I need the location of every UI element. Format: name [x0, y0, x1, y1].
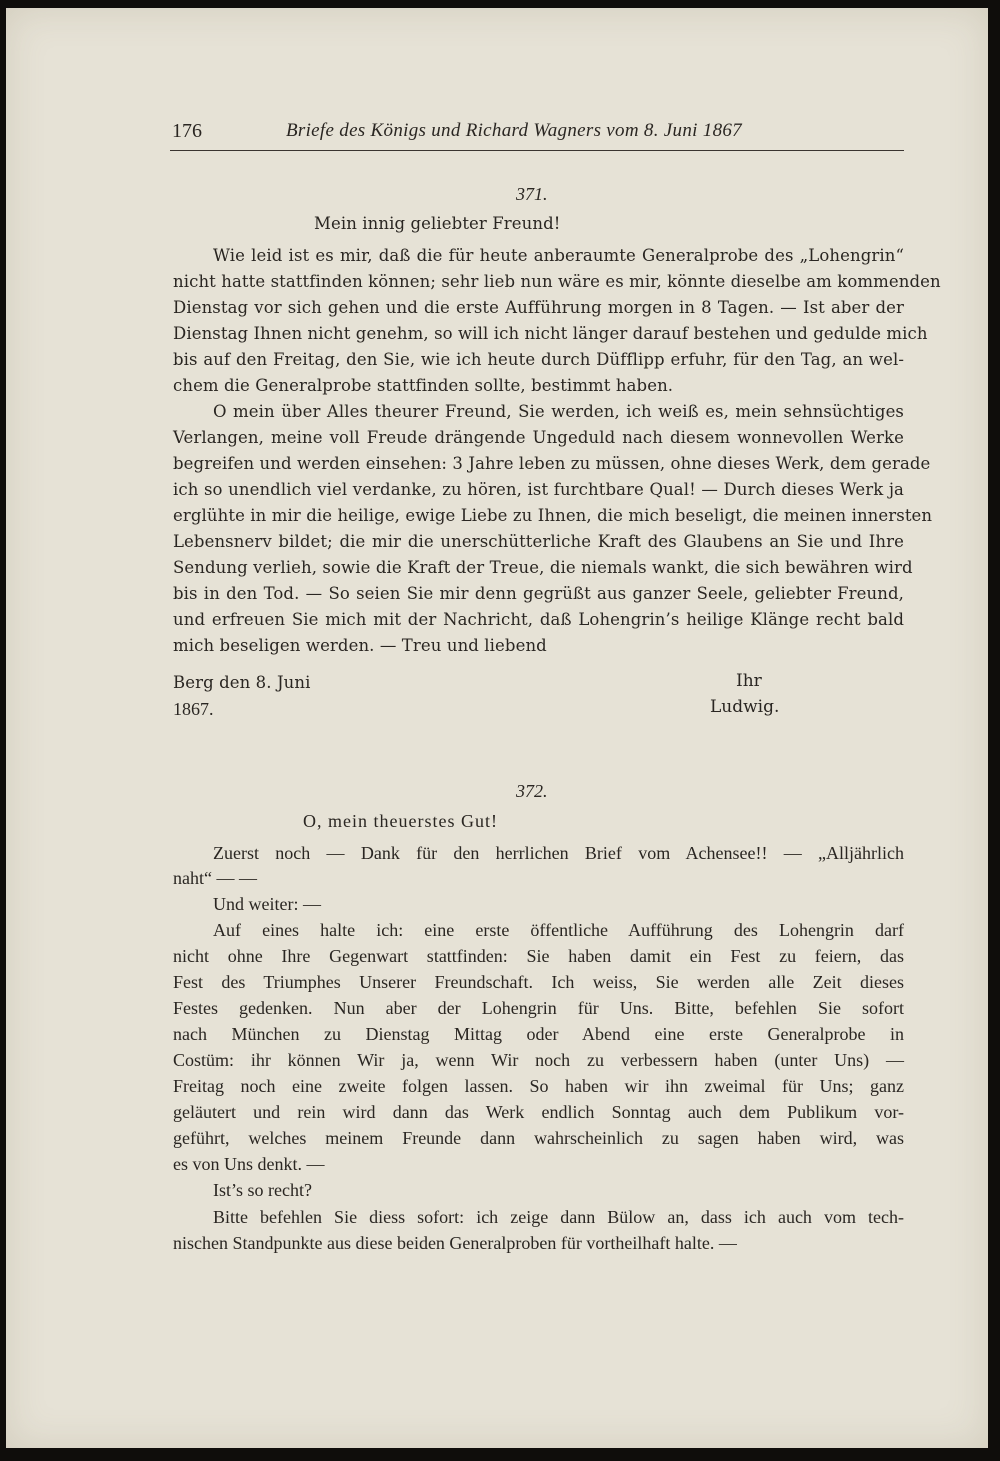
- letter-371-year: 1867.: [173, 699, 214, 719]
- letter-372-line: Und weiter: —: [213, 894, 321, 914]
- letter-371-line: Wie leid ist es mir, daß die für heute anberaumte Generalprobe des „Lohengrin“: [213, 246, 904, 265]
- letter-371-line: nicht hatte stattfinden können; sehr lieb nun wäre es mir, könnte dieselbe am kommenden: [173, 272, 941, 291]
- letter-number-371: 371.: [516, 184, 548, 204]
- letter-371-line: Lebensnerv bildet; die mir die unerschütterliche Kraft des Glaubens an Sie und Ihre: [173, 532, 904, 551]
- letter-371-place-date: Berg den 8. Juni: [173, 673, 311, 692]
- letter-372-line: Costüm: ihr können Wir ja, wenn Wir noch zu verbessern haben (unter Uns) —: [173, 1050, 904, 1070]
- letter-372-line: Freitag noch eine zweite folgen lassen. So haben wir ihn zweimal für Uns; ganz: [173, 1076, 904, 1096]
- letter-number-372: 372.: [516, 781, 548, 801]
- letter-372-line: naht“ — —: [173, 868, 257, 888]
- letter-371-line: begreifen und werden einsehen: 3 Jahre leben zu müssen, ohne dieses Werk, dem gerade: [173, 454, 931, 473]
- letter-372-line: Festes gedenken. Nun aber der Lohengrin für Uns. Bitte, befehlen Sie sofort: [173, 998, 904, 1018]
- letter-371-line: bis in den Tod. — So seien Sie mir denn gegrüßt aus ganzer Seele, geliebter Freund,: [173, 584, 904, 603]
- letter-371-line: ich so unendlich viel verdanke, zu hören, ist furchtbare Qual! — Durch dieses Werk ja: [173, 480, 904, 499]
- letter-372-line: Ist’s so recht?: [213, 1180, 312, 1200]
- letter-372-line: geführt, welches meinem Freunde dann wahrscheinlich zu sagen haben wird, was: [173, 1128, 904, 1148]
- letter-372-line: Auf eines halte ich: eine erste öffentliche Aufführung des Lohengrin darf: [213, 920, 904, 940]
- letter-371-salutation: Mein innig geliebter Freund!: [314, 214, 561, 233]
- letter-372-line: geläutert und rein wird dann das Werk endlich Sonntag auch dem Publikum vor-: [173, 1102, 904, 1122]
- letter-371-line: chem die Generalprobe stattfinden sollte, bestimmt haben.: [173, 376, 674, 395]
- letter-372-line: nicht ohne Ihre Gegenwart stattfinden: Sie haben damit ein Fest zu feiern, das: [173, 946, 904, 966]
- letter-371-line: und erfreuen Sie mich mit der Nachricht, daß Lohengrin’s heilige Klänge recht bald: [173, 610, 904, 629]
- letter-372-line: Zuerst noch — Dank für den herrlichen Brief vom Achensee!! — „Alljährlich: [213, 843, 904, 863]
- letter-371-line: Dienstag vor sich gehen und die erste Aufführung morgen in 8 Tagen. — Ist aber der: [173, 298, 904, 317]
- letter-371-line: bis auf den Freitag, den Sie, wie ich heute durch Düfflipp erfuhr, für den Tag, an wel-: [173, 350, 904, 369]
- letter-371-closing: Ihr: [736, 671, 762, 691]
- letter-371-line: Dienstag Ihnen nicht genehm, so will ich nicht länger darauf bestehen und gedulde mich: [173, 324, 928, 343]
- letter-371-line: Verlangen, meine voll Freude drängende Ungeduld nach diesem wonnevollen Werke: [173, 428, 904, 447]
- letter-371-line: Sendung verlieh, sowie die Kraft der Treue, die niemals wankt, die sich bewähren wird: [173, 558, 913, 577]
- letter-372-line: es von Uns denkt. —: [173, 1154, 325, 1174]
- letter-371-line: O mein über Alles theurer Freund, Sie werden, ich weiß es, mein sehnsüchtiges: [213, 402, 904, 421]
- running-header: [170, 116, 904, 151]
- letter-372-line: Bitte befehlen Sie diess sofort: ich zeige dann Bülow an, dass ich auch vom tech-: [213, 1207, 904, 1227]
- page-content: [6, 8, 988, 1448]
- letter-371-signature: Ludwig.: [710, 697, 780, 717]
- running-title: Briefe des Königs und Richard Wagners vom 8. Juni 1867: [286, 120, 742, 141]
- letter-372-line: nach München zu Dienstag Mittag oder Abend eine erste Generalprobe in: [173, 1024, 904, 1044]
- page-number: 176: [172, 120, 202, 142]
- letter-371-line: erglühte in mir die heilige, ewige Liebe zu Ihnen, die mich beseligt, die meinen innersten: [173, 506, 933, 525]
- letter-372-salutation: O, mein theuerstes Gut!: [303, 811, 498, 831]
- letter-372-line: nischen Standpunkte aus diese beiden Generalproben für vortheilhaft halte. —: [173, 1233, 737, 1253]
- letter-371-line: mich beseligen werden. — Treu und liebend: [173, 636, 547, 655]
- book-page: [6, 8, 988, 1448]
- letter-372-line: Fest des Triumphes Unserer Freundschaft. Ich weiss, Sie werden alle Zeit dieses: [173, 972, 904, 992]
